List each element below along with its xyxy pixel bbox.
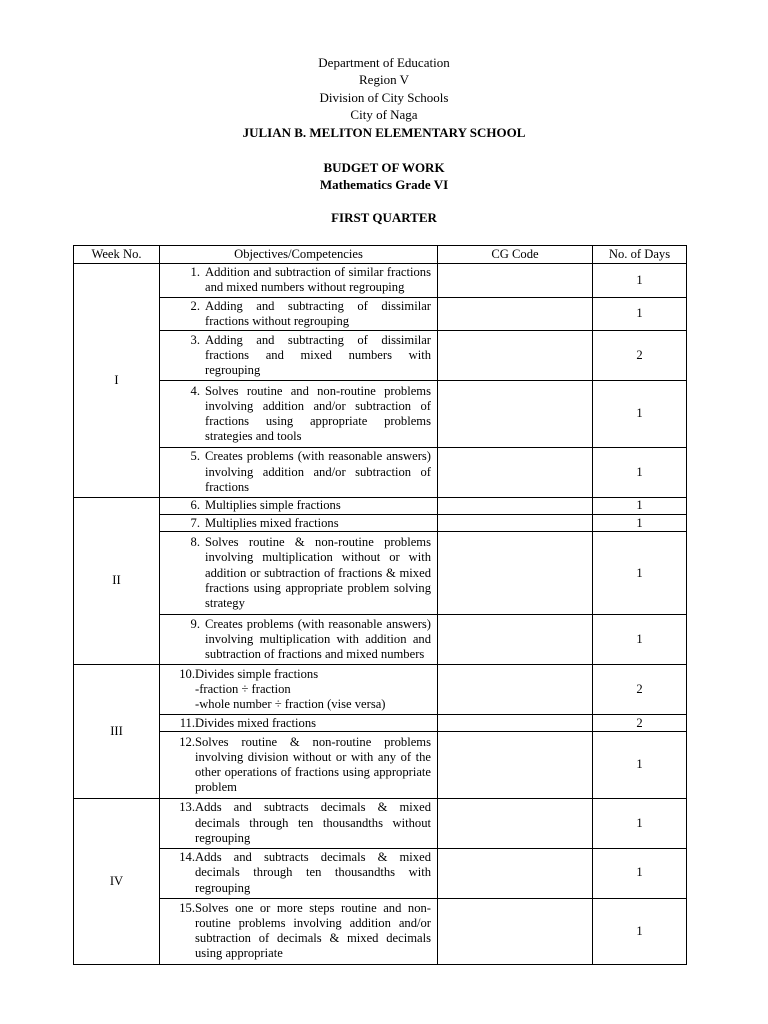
- cg-code-cell: [438, 532, 593, 615]
- days-cell: 1: [593, 297, 687, 331]
- column-header-days: No. of Days: [593, 246, 687, 264]
- subject-line: Mathematics Grade VI: [319, 177, 449, 193]
- table-row: [74, 264, 687, 298]
- days-cell: 1: [593, 514, 687, 531]
- cg-code-cell: [438, 297, 593, 331]
- objective-cell: 1. Addition and subtraction of similar fractions and mixed numbers without regrouping: [160, 264, 438, 298]
- days-cell: 1: [593, 497, 687, 514]
- table-row: [74, 798, 687, 848]
- week-cell: II: [74, 497, 160, 664]
- table-row: [74, 514, 687, 531]
- cg-code-cell: [438, 514, 593, 531]
- days-cell: 1: [593, 447, 687, 497]
- document-header: [0, 54, 768, 226]
- cg-code-cell: [438, 798, 593, 848]
- cg-code-cell: [438, 848, 593, 898]
- week-cell: IV: [74, 798, 160, 964]
- cg-code-cell: [438, 614, 593, 664]
- document-title: BUDGET OF WORK: [323, 160, 445, 176]
- cg-code-cell: [438, 381, 593, 447]
- budget-of-work-table: [73, 245, 687, 965]
- table-row: [74, 732, 687, 798]
- days-cell: 1: [593, 381, 687, 447]
- table-row: [74, 898, 687, 964]
- cg-code-cell: [438, 264, 593, 298]
- table-row: [74, 297, 687, 331]
- table-row: [74, 381, 687, 447]
- table-row: [74, 331, 687, 381]
- division-line: Division of City Schools: [319, 89, 449, 105]
- objective-cell: 10. Divides simple fractions -fraction ÷ fraction -whole number ÷ fraction (vise versa): [160, 664, 438, 714]
- days-cell: 1: [593, 898, 687, 964]
- week-cell: I: [74, 264, 160, 498]
- city-line: City of Naga: [350, 107, 418, 123]
- days-cell: 2: [593, 714, 687, 731]
- department-line: Department of Education: [318, 55, 450, 70]
- objective-cell: 2. Adding and subtracting of dissimilar fractions without regrouping: [160, 297, 438, 331]
- objective-cell: 9. Creates problems (with reasonable answers) involving multiplication with addition and subtraction of fractions and mixed numbers: [160, 614, 438, 664]
- objective-cell: 6. Multiplies simple fractions: [160, 497, 438, 514]
- days-cell: 1: [593, 264, 687, 298]
- days-cell: 1: [593, 798, 687, 848]
- days-cell: 2: [593, 331, 687, 381]
- column-header-week: Week No.: [74, 246, 160, 264]
- objective-cell: 4. Solves routine and non-routine problems involving addition and/or subtraction of fractions using appropriate problems strategies and tools: [160, 381, 438, 447]
- objective-cell: 5. Creates problems (with reasonable answers) involving addition and/or subtraction of fractions: [160, 447, 438, 497]
- week-cell: III: [74, 664, 160, 798]
- table-row: [74, 614, 687, 664]
- cg-code-cell: [438, 497, 593, 514]
- cg-code-cell: [438, 898, 593, 964]
- table-row: [74, 447, 687, 497]
- objective-cell: 7. Multiplies mixed fractions: [160, 514, 438, 531]
- quarter-heading: FIRST QUARTER: [331, 209, 437, 225]
- table-header-row: [74, 246, 687, 264]
- table-row: [74, 714, 687, 731]
- objective-cell: 3. Adding and subtracting of dissimilar fractions and mixed numbers with regrouping: [160, 331, 438, 381]
- objective-cell: 13. Adds and subtracts decimals & mixed decimals through ten thousandths without regrouping: [160, 798, 438, 848]
- objective-cell: 8. Solves routine & non-routine problems involving multiplication without or with addition or subtraction of fractions & mixed fractions using appropriate problem solving strategy: [160, 532, 438, 615]
- table-row: [74, 664, 687, 714]
- table-row: [74, 497, 687, 514]
- days-cell: 1: [593, 532, 687, 615]
- objective-cell: 11. Divides mixed fractions: [160, 714, 438, 731]
- cg-code-cell: [438, 714, 593, 731]
- region-line: Region V: [359, 72, 409, 88]
- school-name: JULIAN B. MELITON ELEMENTARY SCHOOL: [242, 124, 526, 140]
- table-row: [74, 532, 687, 615]
- objective-cell: 15. Solves one or more steps routine and non-routine problems involving addition and/or subtraction of decimals & mixed decimals using appropriate: [160, 898, 438, 964]
- objective-cell: 14. Adds and subtracts decimals & mixed decimals through ten thousandths with regrouping: [160, 848, 438, 898]
- days-cell: 2: [593, 664, 687, 714]
- column-header-objectives: Objectives/Competencies: [160, 246, 438, 264]
- days-cell: 1: [593, 848, 687, 898]
- days-cell: 1: [593, 732, 687, 798]
- days-cell: 1: [593, 614, 687, 664]
- cg-code-cell: [438, 331, 593, 381]
- cg-code-cell: [438, 732, 593, 798]
- column-header-cg-code: CG Code: [438, 246, 593, 264]
- table-row: [74, 848, 687, 898]
- cg-code-cell: [438, 664, 593, 714]
- objective-cell: 12. Solves routine & non-routine problems involving division without or with any of the other operations of fractions using appropriate problem: [160, 732, 438, 798]
- cg-code-cell: [438, 447, 593, 497]
